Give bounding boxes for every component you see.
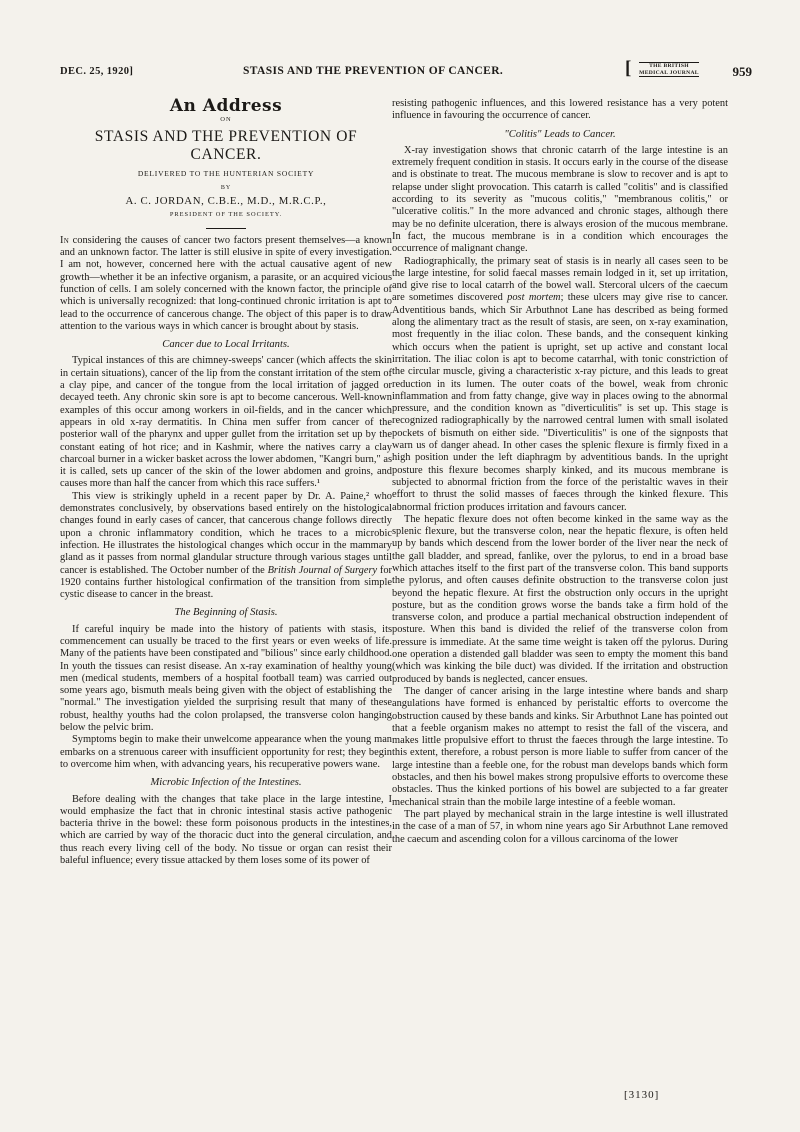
article-title: STASIS AND THE PREVENTION OF CANCER. <box>94 127 358 163</box>
paragraph-text: for 1920 contains further histological confirmation of the transition from simple cystic disease to cancer in the breast. <box>60 564 393 601</box>
paragraph: Typical instances of this are chimney-sweeps' cancer (which affects the skin in certain situations), cancer of the lip from the constant irritation of the stem of a clay pipe, and cancer of the tongue from the local irritation of jagged or decayed teeth. Any chronic skin sore is apt to become cancerous. Well-known examples of this occur among workers in oil-fields, and in the cancer which appears in old x-ray dermatitis. In China men suffer from cancer of the posterior wall of the pharynx and upper gullet from the irritation set up by the constant eating of hot rice; and in Kashmir, where the natives carry a clay charcoal burner in a wicker basket across the lower abdomen, "Kangri burn," as it is called, sets up cancer of the skin of the lower abdomen and groins, and causes more than half the cancer from which this race suffers.¹ <box>60 355 392 490</box>
on-label: ON <box>220 116 232 124</box>
by-label: BY <box>220 184 232 191</box>
page-number: 959 <box>732 64 752 79</box>
paragraph: The part played by mechanical strain in the large intestine is well illustrated in the case of a man of 57, in whom nine years ago Sir Arbuthnot Lane removed the caecum and ascending colon for a villous carcinoma of the lower <box>392 808 728 845</box>
subheading-microbic-infection: Microbic Infection of the Intestines. <box>150 777 302 789</box>
paragraph <box>392 256 728 514</box>
running-header <box>60 58 752 84</box>
paragraph: X-ray investigation shows that chronic catarrh of the large intestine is an extremely frequent condition in stasis. It occurs early in the course of the disease and is obstinate to treat. The mucous membrane is slow to recover and is apt to relapse under slight provocation. This catarrh is called "colitis" and is classified according to its severity as "mucous colitis," "membranous colitis," or "ulcerative colitis." In the more advanced and chronic stages, although there may be no definite ulceration, there is always erosion of the mucous membrane. In fact, the mucous membrane is in a condition which encourages the occurrence of malignant change. <box>392 144 728 255</box>
paragraph-text: This view is strikingly upheld in a recent paper by Dr. A. Paine,² who demonstrates conclusively, by observations based entirely on the histological changes found in early cases of cancer, that cancerous change follows directly upon a chronic inflammatory condition, which he traces to a microbic infection. He illustrates the histological changes which occur in the mammary gland as it passes from normal glandular structure through various stages until cancer is established. The October number of the <box>60 490 392 576</box>
address-heading: An Address <box>169 96 283 116</box>
issue-date: DEC. 25, 1920] <box>60 66 134 77</box>
journal-citation: British Journal of Surgery <box>267 564 378 576</box>
paragraph: resisting pathogenic influences, and this lowered resistance has a very potent influence in favouring the occurrence of cancer. <box>392 98 728 122</box>
paragraph <box>60 491 392 602</box>
paragraph: Before dealing with the changes that take place in the large intestine, I would emphasize the fact that in chronic intestinal stasis active pathogenic bacteria thrive in the bowel: these form poisonous products in the intestines, which are carried by way of the thoracic duct into the general circulation, and thus reach every living cell of the body. No tissue or organ can resist their baleful influence; every tissue attacked by them loses some of its power of <box>60 793 392 867</box>
author-role: PRESIDENT OF THE SOCIETY. <box>169 211 283 219</box>
journal-name: THE BRITISH MEDICAL JOURNAL <box>639 63 699 76</box>
delivered-line: DELIVERED TO THE HUNTERIAN SOCIETY <box>137 168 315 178</box>
journal-bracket: [ <box>625 58 632 79</box>
intro-lead: In <box>60 234 70 246</box>
title-divider <box>206 228 246 229</box>
intro-text: considering the causes of cancer two factors present themselves—a known and an unknown factor. The latter is still elusive in spite of every investigation. I am not, however, concerned here with the actual causative agent of new growth—whether it be an infective organism, a parasite, or an acquired vicious function of cells. I am solely concerned with the known factor, the principle of which is universally recognized: that long-continued chronic irritation is apt to lead to the occurrence of cancerous change. The object of this paper is to draw attention to the various ways in which cancer is brought about by stasis. <box>60 234 392 332</box>
running-title: STASIS AND THE PREVENTION OF CANCER. <box>243 65 504 77</box>
subheading-colitis: "Colitis" Leads to Cancer. <box>504 128 616 140</box>
journal-mark <box>625 58 729 79</box>
right-column <box>392 98 728 846</box>
paragraph: The hepatic flexure does not often become kinked in the same way as the splenic flexure, but the transverse colon, near the hepatic flexure, is often held up by bands which descend from the lower border of the liver near the neck of the gall bladder, and spread, fanlike, over the pylorus, to end in a broad base which attaches itself to the first part of the transverse colon. This band supports the pylorus, and often causes definite obstruction to the transverse colon just beyond the hepatic flexure. At first the obstruction only occurs in the upright posture, but as the condition grows worse the bands take a firm hold of the transverse colon, and produce a partial mechanical obstruction independent of posture. When this band is divided the relief of the transverse colon from pressure is immediate. At the same time weight is taken off the pylorus. During one operation a distended gall bladder was seen to empty the moment this band (which was kinking the bile duct) was divided. If the irritation and obstruction produced by bands is neglected, cancer ensues. <box>392 513 728 685</box>
intro-paragraph <box>60 235 392 333</box>
left-column <box>60 98 392 867</box>
folio-number: [3130] <box>624 1089 660 1101</box>
subheading-local-irritants: Cancer due to Local Irritants. <box>162 339 290 351</box>
paragraph-text: Radiographically, the primary seat of stasis is in nearly all cases seen to be the large intestine, for solid faecal masses remain lodged in it, set up irritation, and give rise to local catarrh of the bowel wall. Stercoral ulcers of the caecum are sometimes discovered <box>392 255 728 304</box>
paragraph: The danger of cancer arising in the large intestine where bands and sharp angulations have formed is enhanced by peristaltic efforts to overcome the obstruction caused by these bands and kinks. Sir Arbuthnot Lane has pointed out that a feeble organism makes no attempt to resist the fall of the viscera, and makes little propulsive effort to thrust the faeces through the large intestine. To this extent, therefore, a robust person is more liable to suffer from cancer of the large intestine than a feeble one, for the robust man develops bands which form obstacles, and then his bowel makes strong propulsive efforts to overcome these obstacles. Thus the kinked portions of his bowel are subjected to a far greater mechanical strain than the mobile large intestine of a feeble woman. <box>392 685 728 808</box>
paragraph-text: ; these ulcers may give rise to cancer. Adventitious bands, which Sir Arbuthnot Lane has described as being formed along the alimentary tract as the result of stasis, are seen, on x-ray examination, most frequently in the iliac colon. These bands, and the consequent kinking which occurs when the patient is upright, set up active and constant local irritation. The iliac colon is apt to become catarrhal, with tonic constriction of the circular muscle, giving a characteristic x-ray picture, and this leads to great reduction in its lumen. The outer coats of the bowel, weak from chronic inflammation and from fatty change, give way in places owing to the abnormal pressure, and the condition known as "diverticulitis" is set up. This stage is recognized radiographically by the narrowed central lumen with small isolated pockets of bismuth on either side. "Diverticulitis" is one of the signposts that warn us of danger ahead. In other cases the splenic flexure is firmly fixed in a high position under the left diaphragm by adventitious bands. In the upright posture this flexure becomes sharply kinked, and its mucous membrane is subjected to abnormal friction from the force of the peristaltic waves in their effort to thrust the solid masses of faeces through the kinked flexure. This abnormal friction produces irritation and favours cancer. <box>392 292 728 513</box>
paragraph: If careful inquiry be made into the history of patients with stasis, its commencement can usually be traced to the first years or even weeks of life. Many of the patients have been constipated and "bilious" since early childhood. In youth the tissues can resist disease. An x-ray examination of healthy young men (medical students, members of a hospital football team) was carried out some years ago, bismuth meals being given with the object of establishing the "normal." The investigation yielded the surprising result that many of these robust, healthy youths had the colon prolapsed, the transverse colon hanging below the pelvic brim. <box>60 623 392 734</box>
author-name: A. C. JORDAN, C.B.E., M.D., M.R.C.P., <box>125 195 327 208</box>
italic-term: post mortem <box>507 292 561 304</box>
subheading-beginning-of-stasis: The Beginning of Stasis. <box>174 607 278 619</box>
paragraph: Symptoms begin to make their unwelcome appearance when the young man embarks on a strenuous career with insufficient opportunity for rest; they begin to overcome him when, with advancing years, his recuperative powers wane. <box>60 734 392 770</box>
